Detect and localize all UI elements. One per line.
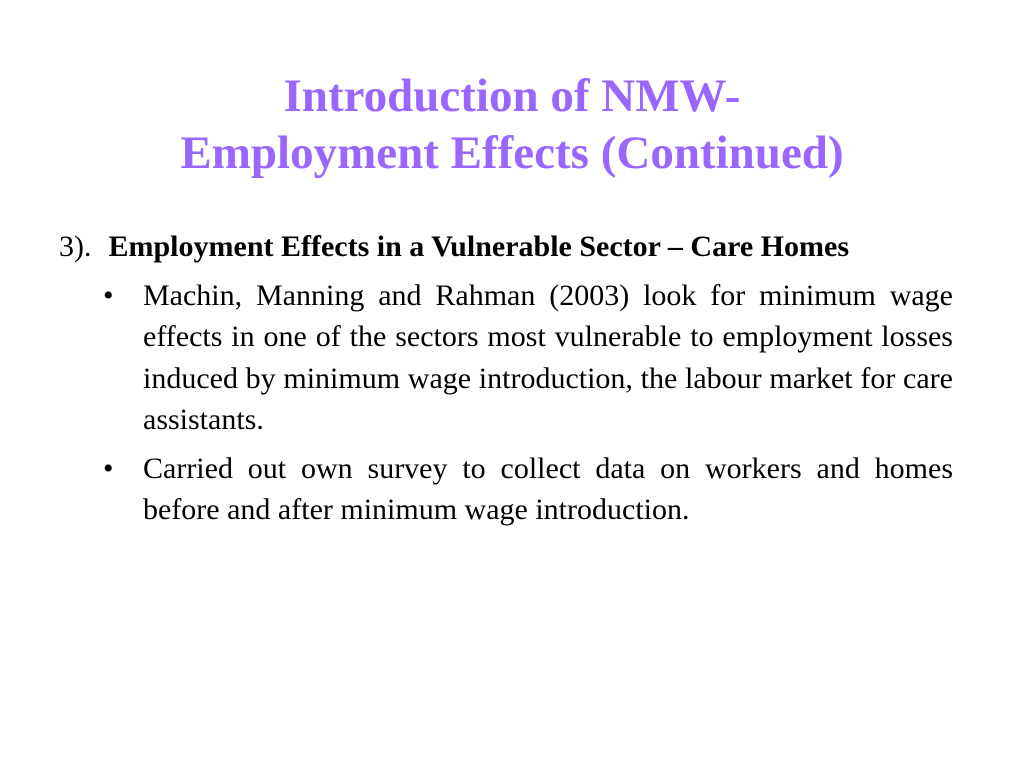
slide-title	[60, 68, 964, 182]
section-heading: 3). Employment Effects in a Vulnerable Sector – Care Homes	[59, 230, 849, 263]
bullet-text-1: Machin, Manning and Rahman (2003) look for minimum wage effects in one of the sectors most vulnerable to employment losses induced by minimum wage introduction, the labour market for care assistants.	[143, 278, 953, 436]
section-heading-text: Employment Effects in a Vulnerable Sector – Care Homes	[108, 230, 849, 263]
title-line-1: Introduction of NMW-	[283, 70, 741, 122]
bullet-icon: •	[103, 278, 114, 312]
bullet-text-2: Carried out own survey to collect data on workers and homes before and after minimum wage introduction.	[143, 451, 953, 526]
bullet-icon: •	[103, 451, 114, 485]
bullet-item-1	[101, 275, 953, 441]
title-line-2: Employment Effects (Continued)	[180, 127, 844, 179]
bullet-item-2	[101, 448, 953, 531]
slide-body	[59, 226, 953, 531]
